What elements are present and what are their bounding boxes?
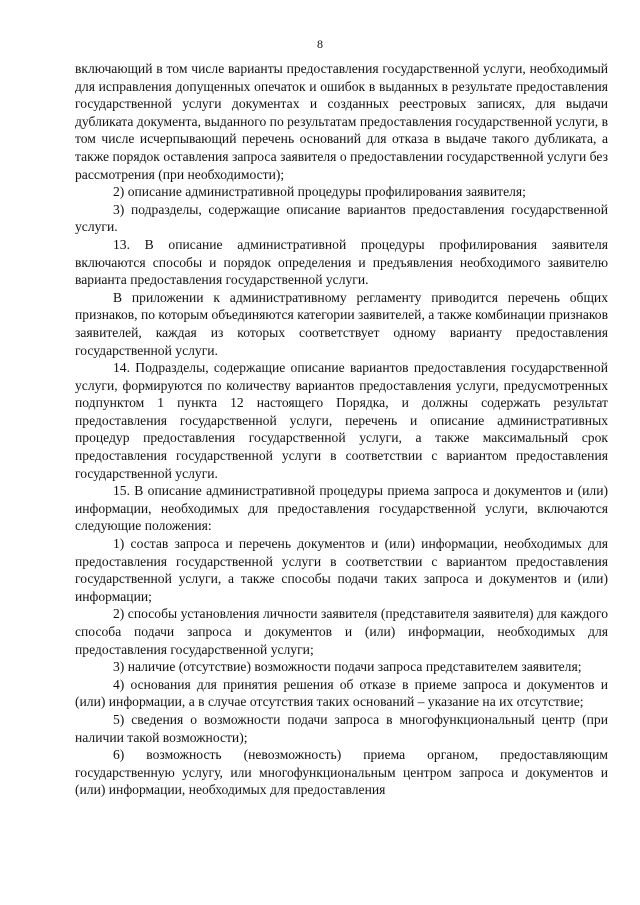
paragraph: 3) наличие (отсутствие) возможности подачи запроса представителем заявителя;	[113, 659, 582, 675]
paragraph: включающий в том числе варианты предоставления государственной услуги, необходимый для исправления допущенных опечаток и ошибок в выданных в результате предоставления государственной услуги документах и созданных реестровых записях, для выдачи дубликата документа, выданного по результатам предоставления государственной услуги, в том числе исчерпывающий перечень оснований для отказа в выдаче такого дубликата, а также порядок оставления запроса заявителя о предоставлении государственной услуги без рассмотрения (при необходимости);	[75, 61, 608, 182]
paragraph: 5) сведения о возможности подачи запроса в многофункциональный центр (при наличии такой возможности);	[75, 711, 608, 745]
paragraph: 3) подразделы, содержащие описание вариантов предоставления государственной услуги.	[75, 201, 608, 235]
paragraph: 2) описание административной процедуры профилирования заявителя;	[113, 184, 526, 200]
paragraph: 15. В описание административной процедуры приема запроса и документов и (или) информации, необходимых для предоставления государственной услуги, включаются следующие положения:	[75, 483, 608, 534]
paragraph: 14. Подразделы, содержащие описание вариантов предоставления государственной услуги, формируются по количеству вариантов предоставления услуги, предусмотренных подпунктом 1 пункта 12 настоящего Порядка, и должны содержать результат предоставления государственной услуги, перечень и описание административных процедур предоставления государственной услуги, а также максимальный срок предоставления государственной услуги в соответствии с вариантом предоставления государственной услуги.	[75, 360, 608, 481]
paragraph: 13. В описание административной процедуры профилирования заявителя включаются способы и порядок определения и предъявления необходимого заявителю варианта предоставления государственной услуги.	[75, 236, 608, 288]
paragraph: 4) основания для принятия решения об отказе в приеме запроса и документов и (или) информации, а в случае отсутствия таких оснований – указание на их отсутствие;	[75, 676, 608, 710]
paragraph: 2) способы установления личности заявителя (представителя заявителя) для каждого способа подачи запроса и документов и (или) информации, необходимых для предоставления государственной услуги;	[75, 606, 608, 657]
document-body	[75, 60, 608, 799]
paragraph: 6) возможность (невозможность) приема органом, предоставляющим государственную услугу, или многофункциональным центром запроса и документов и (или) информации, необходимых для предоставления	[75, 747, 608, 798]
paragraph: В приложении к административному регламенту приводится перечень общих признаков, по которым объединяются категории заявителей, а также комбинации признаков заявителей, каждая из которых соответствует одному варианту предоставления государственной услуги.	[75, 289, 608, 358]
paragraph: 1) состав запроса и перечень документов и (или) информации, необходимых для предоставления государственной услуги в соответствии с вариантом предоставления государственной услуги, а также способы подачи таких запроса и документов и (или) информации;	[75, 536, 608, 604]
page-number: 8	[317, 37, 323, 51]
